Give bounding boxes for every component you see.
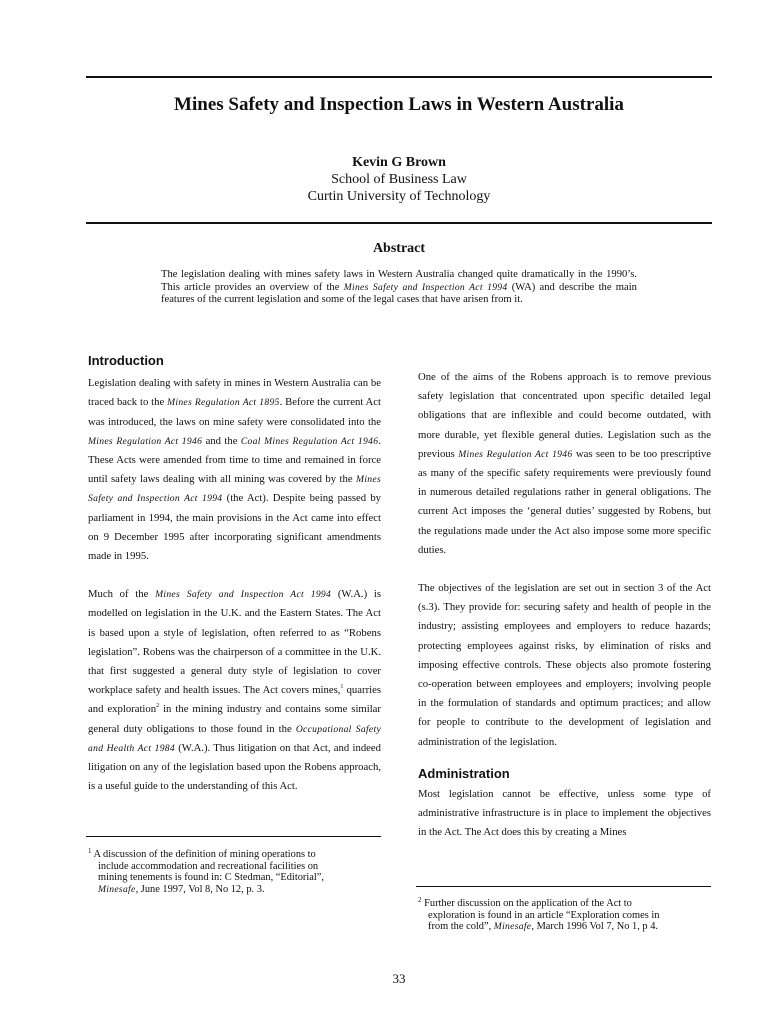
author-block [86, 154, 712, 205]
header-bottom-rule [86, 222, 712, 224]
page-number: 33 [392, 971, 406, 986]
footnote-rule-right [416, 886, 711, 887]
author-school: School of Business Law [331, 172, 467, 187]
right-paragraph-1: One of the aims of the Robens approach is to remove previous safety legislation that concentrated upon specific detailed legal obligations that are inflexible and could become outdated, with more durable, yet flexible general duties. Legislation such as the previous Mines Regulation Act 1946 was seen to be too prescriptive as many of the specific safety requirements were previously found in numerous detailed regulations rather in general obligations. The current Act imposes the ‘general duties’ suggested by Robens, but the regulations made under the Act also impose some more specific duties. [418, 371, 711, 556]
paper-title: Mines Safety and Inspection Laws in Western Australia [174, 94, 624, 115]
abstract-heading: Abstract [372, 241, 426, 256]
author-university: Curtin University of Technology [307, 189, 491, 204]
intro-paragraph-1: Legislation dealing with safety in mines in Western Australia can be traced back to the Mines Regulation Act 1895. Before the current Act was introduced, the laws on mine safety were consolidated into the Mines Regulation Act 1946 and the Coal Mines Regulation Act 1946. These Acts were amended from time to time and remained in force until safety laws dealing with all mining was covered by the Mines Safety and Inspection Act 1994 (the Act). Despite being passed by parliament in 1994, the main provisions in the Act came into effect on 9 December 1995 after incorporating significant amendments made in 1995. [88, 377, 382, 563]
introduction-heading: Introduction [88, 353, 164, 368]
right-column [418, 368, 711, 843]
footnote-1: $^1$ A discussion of the definition of mining operations to include accommodation and recreational facilities on mining tenements is found in: C Stedman, “Editorial”, Minesafe, June 1997, Vol 8, No 12, p. 3. [88, 847, 324, 895]
intro-paragraph-2: Much of the Mines Safety and Inspection Act 1994 (W.A.) is modelled on legislation in the U.K. and the Eastern States. The Act is based upon a style of legislation, often referred to as “Robens legislation”. Robens was the chairperson of a committee in the U.K. that first suggested a general duty style of legislation to cover workplace safety and health issues. The Act covers mines,$^1$ quarries and exploration$^2$ in the mining industry and contains some similar general duty obligations to those found in the Occupational Safety and Health Act 1984 (W.A.). Thus litigation on that Act, and indeed litigation on any of the legislation based upon the Robens approach, is a useful guide to the understanding of this Act. [88, 588, 382, 793]
top-rule [86, 76, 712, 78]
left-column [88, 351, 381, 796]
right-paragraph-2: The objectives of the legislation are set out in section 3 of the Act (s.3). They provide for: securing safety and health of people in the industry; assisting employees and employers to reduce hazards; protecting employees against risks, by elimination of risks and imposing effective controls. These objects also promote fostering co-operation between employees and employers; involving people in the formulation of standards and optimum practices; and allow for people to contribute to the development of legislation and administration of the legislation. [418, 582, 711, 748]
right-paragraph-3: Most legislation cannot be effective, unless some type of administrative infrastructure is in place to implement the objectives in the Act. The Act does this by creating a Mines [418, 788, 711, 839]
abstract-text: The legislation dealing with mines safety laws in Western Australia changed quite dramatically in the 1990’s. This article provides an overview of the Mines Safety and Inspection Act 1994 (WA) and describe the main features of the current legislation and some of the legal cases that have arisen from it. [161, 269, 637, 306]
administration-heading: Administration [418, 765, 510, 781]
author-name: Kevin G Brown [352, 155, 446, 170]
footnote-2: $^2$ Further discussion on the application of the Act to exploration is found in an article “Exploration comes in from the cold”, Minesafe, March 1996 Vol 7, No 1, p 4. [418, 896, 660, 933]
footnote-rule-left [86, 836, 381, 837]
